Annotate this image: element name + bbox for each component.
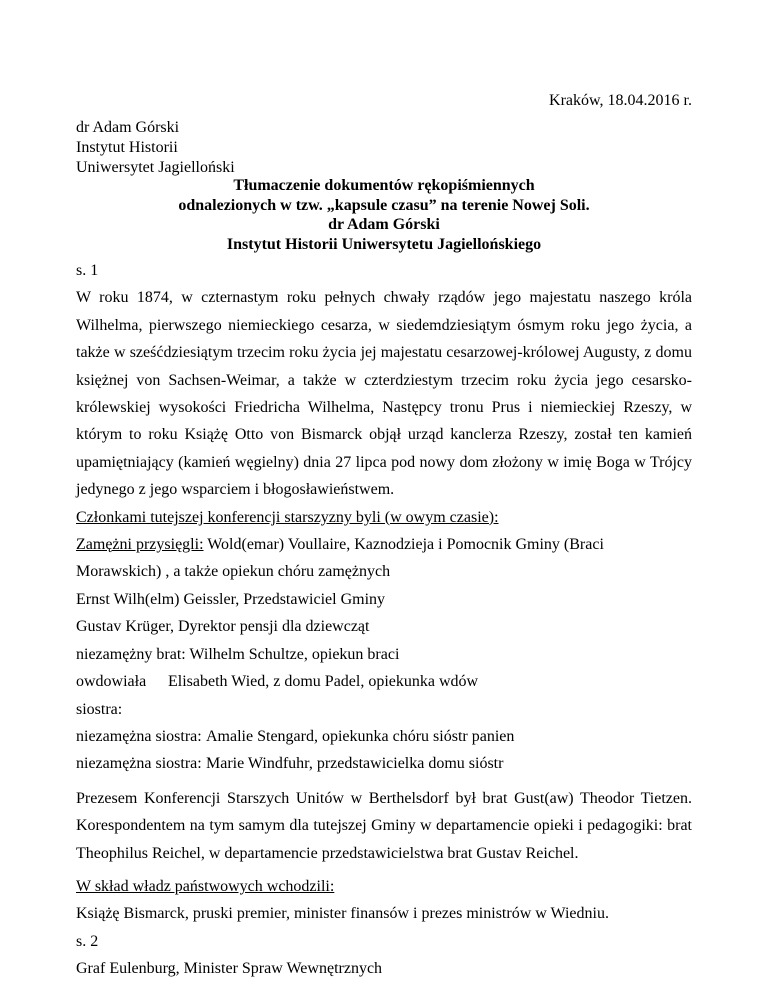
married-label: Zamężni przysięgli: [76, 536, 204, 554]
sister-text: Marie Windfuhr, przedstawicielka domu sióstr [206, 755, 504, 773]
member-line: niezamężny brat: Wilhelm Schultze, opiekun braci [76, 645, 400, 663]
sister-text: Amalie Stengard, opiekunka chóru sióstr panien [206, 727, 515, 745]
title-line: dr Adam Górski [328, 216, 440, 233]
page-marker: s. 2 [76, 932, 99, 950]
author-block [76, 118, 235, 178]
married-text: Wold(emar) Voullaire, Kaznodzieja i Pomocnik Gminy (Braci Morawskich) , a także opiekun chóru zamężnych [76, 536, 604, 581]
author-university: Uniwersytet Jagielloński [76, 159, 235, 176]
paragraph-intro: W roku 1874, w czternastym roku pełnych chwały rządów jego majestatu naszego króla Wilhelma, pierwszego niemieckiego cesarza, w siedemdziesiątym ósmym roku jego życia, a także w sześćdziesiątym trzecim roku życia jej majestatu cesarzowej-królowej Augusty, z domu księżnej von Sachsen-Weimar, a także w czterdziestym trzecim roku życia jego cesarsko-królewskiej wysokości Friedricha Wilhelma, Następcy tronu Prus i niemieckiej Rzeszy, w którym to roku Książę Otto von Bismarck objął urząd kanclerza Rzeszy, został ten kamień upamiętniający (kamień węgielny) dnia 27 lipca pod nowy dom złożony w imię Boga w Trójcy jedynego z jego wsparciem i błogosławieństwem. [76, 289, 692, 499]
author-institute: Instytut Historii [76, 139, 178, 156]
place-date: Kraków, 18.04.2016 r. [549, 92, 692, 109]
state-heading: W skład władz państwowych wchodzili: [76, 877, 335, 895]
title-line: Instytut Historii Uniwersytetu Jagiellońskiego [226, 235, 542, 253]
sister-label: owdowiała siostra: [76, 673, 147, 718]
sister-label: niezamężna siostra: [76, 755, 202, 773]
state-line: Graf Eulenburg, Minister Spraw Wewnętrznych [76, 960, 383, 978]
state-line: Książę Bismarck, pruski premier, minister finansów i prezes ministrów w Wiedniu. [76, 905, 609, 923]
married-entry [76, 531, 692, 586]
author-name: dr Adam Górski [76, 119, 180, 136]
paragraph-presidency: Prezesem Konferencji Starszych Unitów w Berthelsdorf był brat Gust(aw) Theodor Tietzen. Korespondentem na tym samym dla tutejszej Gminy w departamencie opieki i pedagogiki: brat Theophilus Reichel, w departamencie przedstawicielstwa brat Gustav Reichel. [76, 789, 692, 862]
title-line: Tłumaczenie dokumentów rękopiśmiennych [233, 177, 535, 194]
sister-text: Elisabeth Wied, z domu Padel, opiekunka wdów [168, 673, 479, 691]
sister-label: niezamężna siostra: [76, 727, 202, 745]
member-line: Gustav Krüger, Dyrektor pensji dla dziewcząt [76, 618, 370, 636]
document-body [76, 257, 692, 983]
sister-row [76, 723, 692, 750]
member-line: Ernst Wilh(elm) Geissler, Przedstawiciel Gminy [76, 590, 386, 608]
page-marker: s. 1 [76, 262, 99, 279]
title-line: odnalezionych w tzw. „kapsule czasu” na terenie Nowej Soli. [178, 196, 590, 214]
document-title [76, 176, 692, 254]
sister-row [76, 750, 692, 777]
sister-row [76, 668, 692, 723]
members-heading: Członkami tutejszej konferencji starszyzny byli (w owym czasie): [76, 508, 499, 526]
